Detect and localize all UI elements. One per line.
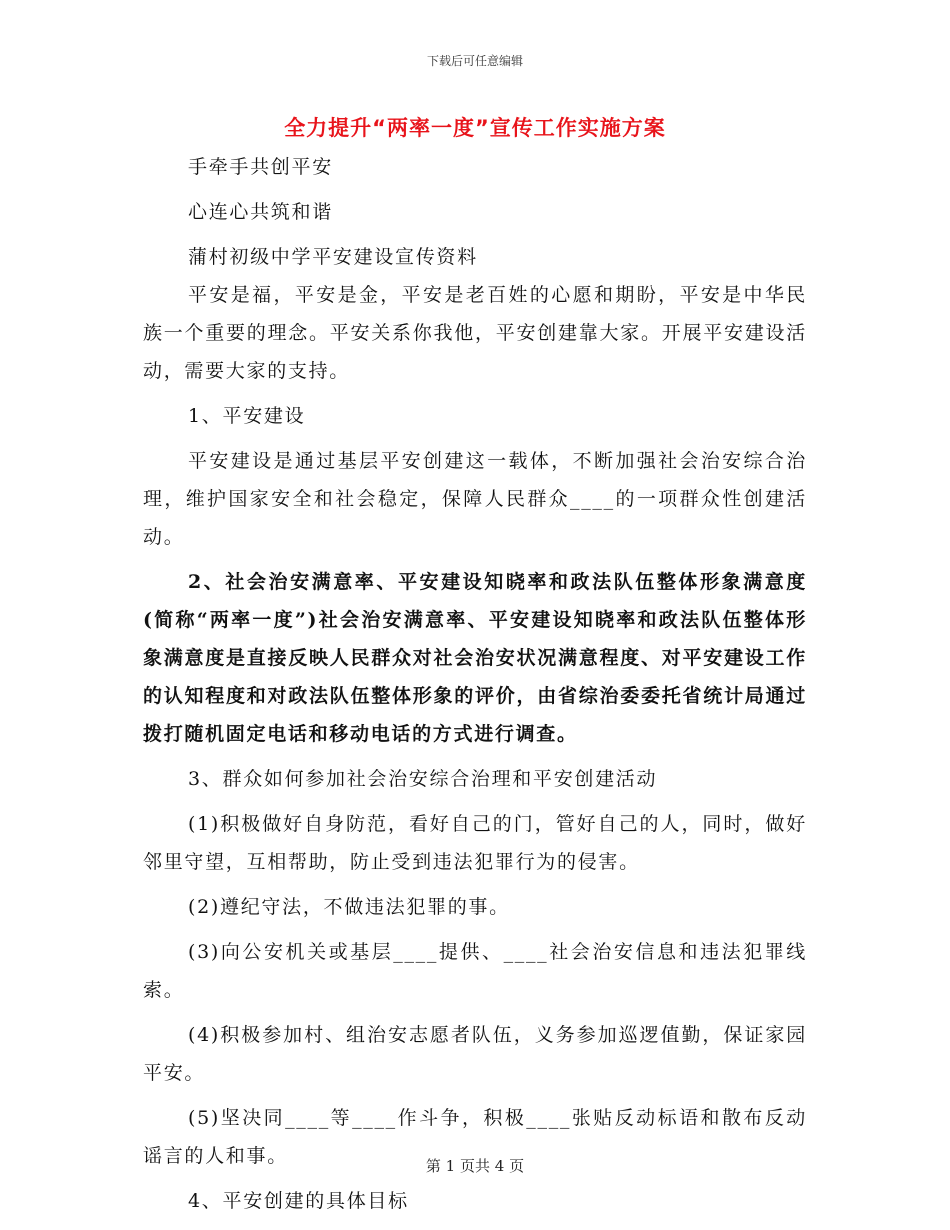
list-item-2: (2)遵纪守法，不做违法犯罪的事。 (188, 896, 510, 918)
list-item-3: (3)向公安机关或基层____提供、____社会治安信息和违法犯罪线索。 (143, 941, 807, 1001)
header-note: 下载后可任意编辑 (426, 54, 523, 68)
section-paragraph-2: 2、社会治安满意率、平安建设知晓率和政法队伍整体形象满意度(简称“两率一度”)社会治安满意率、平安建设知晓率和政法队伍整体形象满意度是直接反映人民群众对社会治安状况满意程度、对平安建设工作的认知程度和对政法队伍整体形象的评价，由省综治委委托省统计局通过拨打随机固定电话和移动电话的方式进行调查。 (143, 571, 807, 745)
intro-paragraph: 平安是福，平安是金，平安是老百姓的心愿和期盼，平安是中华民族一个重要的理念。平安关系你我他，平安创建靠大家。开展平安建设活动，需要大家的支持。 (143, 284, 807, 382)
section-heading-4: 4、平安创建的具体目标 (188, 1190, 409, 1212)
school-line: 蒲村初级中学平安建设宣传资料 (188, 246, 478, 268)
section-heading-3: 3、群众如何参加社会治安综合治理和平安创建活动 (188, 768, 658, 790)
slogan-line-2: 心连心共筑和谐 (188, 201, 333, 223)
page-number: 第 1 页共 4 页 (425, 1157, 525, 1175)
document-title: 全力提升“两率一度”宣传工作实施方案 (284, 116, 666, 140)
document-body (143, 148, 807, 1220)
section-paragraph-1: 平安建设是通过基层平安创建这一载体，不断加强社会治安综合治理，维护国家安全和社会稳定，保障人民群众____的一项群众性创建活动。 (143, 450, 807, 548)
list-item-4: (4)积极参加村、组治安志愿者队伍，义务参加巡逻值勤，保证家园平安。 (143, 1024, 807, 1084)
slogan-line-1: 手牵手共创平安 (188, 156, 333, 178)
list-item-1: (1)积极做好自身防范，看好自己的门，管好自己的人，同时，做好邻里守望，互相帮助，防止受到违法犯罪行为的侵害。 (143, 813, 807, 873)
section-heading-1: 1、平安建设 (188, 405, 306, 427)
list-item-5: (5)坚决同____等____作斗争，积极____张贴反动标语和散布反动谣言的人和事。 (143, 1107, 807, 1167)
